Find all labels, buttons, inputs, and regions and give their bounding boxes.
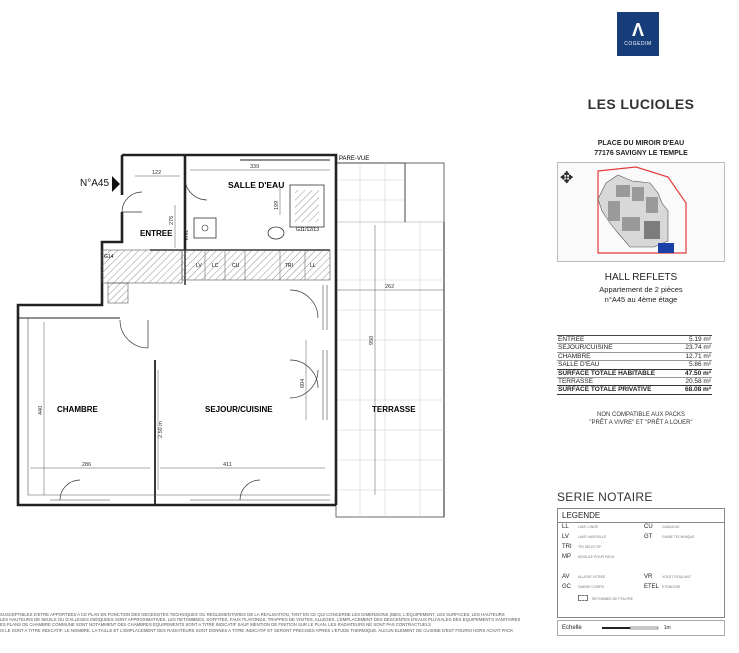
legal-notes [0,612,545,633]
lot-location: n°A45 au 4ème étage [604,295,678,304]
dim-value: 286 [82,462,92,468]
legend-desc: GAINE TECHNIQUE [662,535,695,539]
technical-zone [102,250,182,283]
dim-value: 2.50 m [158,421,164,438]
g14-label: G14 [104,254,114,260]
building-locator-map [557,162,725,262]
lot-id-label: N°A45 [80,178,110,189]
legend-title: LEGENDE [558,509,724,523]
lot-type: Appartement de 2 pièces [599,285,683,294]
legend-box [557,508,725,618]
locator-map-drawing [558,163,726,263]
logo-mark: Λ [631,20,644,40]
program-address-2: 77176 SAVIGNY LE TEMPLE [594,150,688,157]
legend-code: TRI [562,544,572,550]
legend-code: GC [562,584,571,590]
washbasin [194,218,216,238]
room-label-chambre: CHAMBRE [57,405,98,414]
pack-compat-line-2: "PRÊT A VIVRE" ET "PRÊT A LOUER" [589,420,693,426]
legal-line: IS LE SONT A TITRE INDICATIF. LE NOMBRE, LA TAILLE ET L'EMPLACEMENT DES RADIATEURS SONT DONNES A TITRE INDICATIF ET SERONT PRECISES APRES L'ETUDE THERMIQUE. AUCUN ELEMENT DE CUISINE N'EST FOURNI HORS ACHAT PACK [0,627,514,633]
legend-desc: ETENDOIR [662,585,681,589]
program-name: LES LUCIOLES [587,96,695,112]
dim-value: 122 [152,170,162,176]
area-row [557,378,712,386]
legend-code: ETEL [644,584,660,590]
area-label: ENTREE [558,336,585,343]
legend-desc: MODULE POUR PACK [578,555,615,559]
area-value: 47.50 m² [684,369,711,377]
cogedim-logo [617,12,659,56]
dim-value: 604 [300,378,306,388]
dim-value: 339 [250,164,260,170]
logo-brand: COGEDIM [624,41,652,47]
scale-bar [557,620,725,636]
area-row-total-habitable [557,370,712,378]
legend-desc: GARDE CORPS [578,585,604,589]
legend-desc: TRI SELECTIF [578,545,602,549]
kitchen-label: CU [232,263,240,269]
area-label: CHAMBRE [558,352,591,360]
dim-value: 950 [369,335,375,345]
dim-value: 276 [169,215,175,225]
legend-desc: RETOMBEE DE POUTRE [592,597,633,601]
area-label: TERRASSE [558,377,594,385]
area-value: 23.74 m² [685,344,711,352]
dimension-lines [30,170,444,495]
scale-ruler [600,622,660,634]
area-value: 12.71 m² [685,352,711,360]
area-label: SALLE D'EAU [558,361,600,369]
legend-code: MP [562,554,571,560]
legend-desc: ALLEGE VITREE [578,575,606,579]
toilet [268,227,284,239]
legend-desc: VOLET ROULANT [662,575,692,579]
retombee-swatch [578,595,588,601]
kitchen-label: LV [196,263,202,269]
legend-desc: LAVE LINGE [578,525,599,529]
legend-code: LV [562,534,569,540]
room-label-salle-deau: SALLE D'EAU [228,180,285,190]
area-row [557,336,712,344]
pack-compat-line-1: NON COMPATIBLE AUX PACKS [596,412,686,418]
room-label-sejour: SEJOUR/CUISINE [205,405,273,414]
area-label: SURFACE TOTALE PRIVATIVE [558,386,652,394]
room-label-terrasse: TERRASSE [372,405,416,414]
building-name: HALL REFLETS [604,272,678,283]
kitchen-label: TRI [285,263,294,269]
kitchen-label: LC [212,263,219,269]
area-label: SURFACE TOTALE HABITABLE [558,369,656,377]
area-value: 5.19 m² [688,336,711,343]
etel-label: ETEL [184,229,189,240]
scale-tick: 1m [663,625,671,631]
terrace-tiles [336,163,444,517]
legend-desc: CUMULUS [662,525,680,529]
area-value: 5.86 m² [688,361,711,369]
program-address-1: PLACE DU MIROIR D'EAU [597,140,685,147]
dim-value: 262 [385,284,395,290]
door-swings [60,178,318,500]
dim-value: 199 [274,200,280,210]
area-value: 68.08 m² [684,386,711,394]
area-row [557,361,712,369]
legal-line: SUSCEPTIBLES D'ETRE APPORTEES A CE PLAN EN FONCTION DES NECESSITES TECHNIQUES OU REGLEMENTAIRES DE LA REALISATION, TANT EN CE QUI CONCERNE LES DIMENSIONS (IBES, L'EQUIPEMENT, LES SURFACES, LES HAUTEURS [0,612,505,617]
kitchen-label: LL [310,263,316,269]
area-row [557,353,712,361]
pare-vue-label: PARE-VUE [339,156,370,162]
walls [18,155,336,505]
dim-value: 440 [38,405,44,415]
g11-label: G11/12/13 [296,227,319,233]
room-label-entree: ENTREE [140,229,173,238]
compass-icon: ✥ [560,170,574,187]
serie-notaire: SERIE NOTAIRE [557,490,653,504]
legend-code: GT [644,534,653,540]
scale-label: Echelle [562,625,582,631]
legend-desc: LAVE VAISSELLE [578,535,607,539]
legend-code: CU [644,524,653,530]
legend-code: LL [562,524,569,530]
area-table [557,335,712,395]
legal-line: LES HAUTEURS DE SEUILS OU D'ALLEGES INDIQUEES SONT APPROXIMATIVES. LES RETOMBEES, SOFFITES, FAUX PLAFONDS, TRAPPES DE VISITES, ALLEGES, L'EMPLACEMENT DES DESCENTES D'EAUX PLUVIALES DES EQUIPEMENTS SANITAIRES [0,617,521,623]
area-label: SEJOUR/CUISINE [558,344,613,352]
entrance-arrow-icon [112,176,120,192]
dimension-values [38,164,394,468]
area-value: 20.58 m² [685,377,711,385]
area-row-total-privative [557,386,712,394]
area-row [557,344,712,352]
kitchen-counter [182,250,330,280]
legend-code: VR [644,574,653,580]
dim-value: 411 [223,462,232,468]
legal-line: ES PLANS DE CHAMBRE COMMUNE SONT NOTAMMENT DES CHAMBRES EQUIPEMENTS SONT A TITRE INDICATIF SAUF MENTION DE FINITION SUR LE PLAN. LES RADIATEURS NE SONT PAS CONTRACTUELS [0,622,431,628]
legend-code: AV [562,574,570,580]
